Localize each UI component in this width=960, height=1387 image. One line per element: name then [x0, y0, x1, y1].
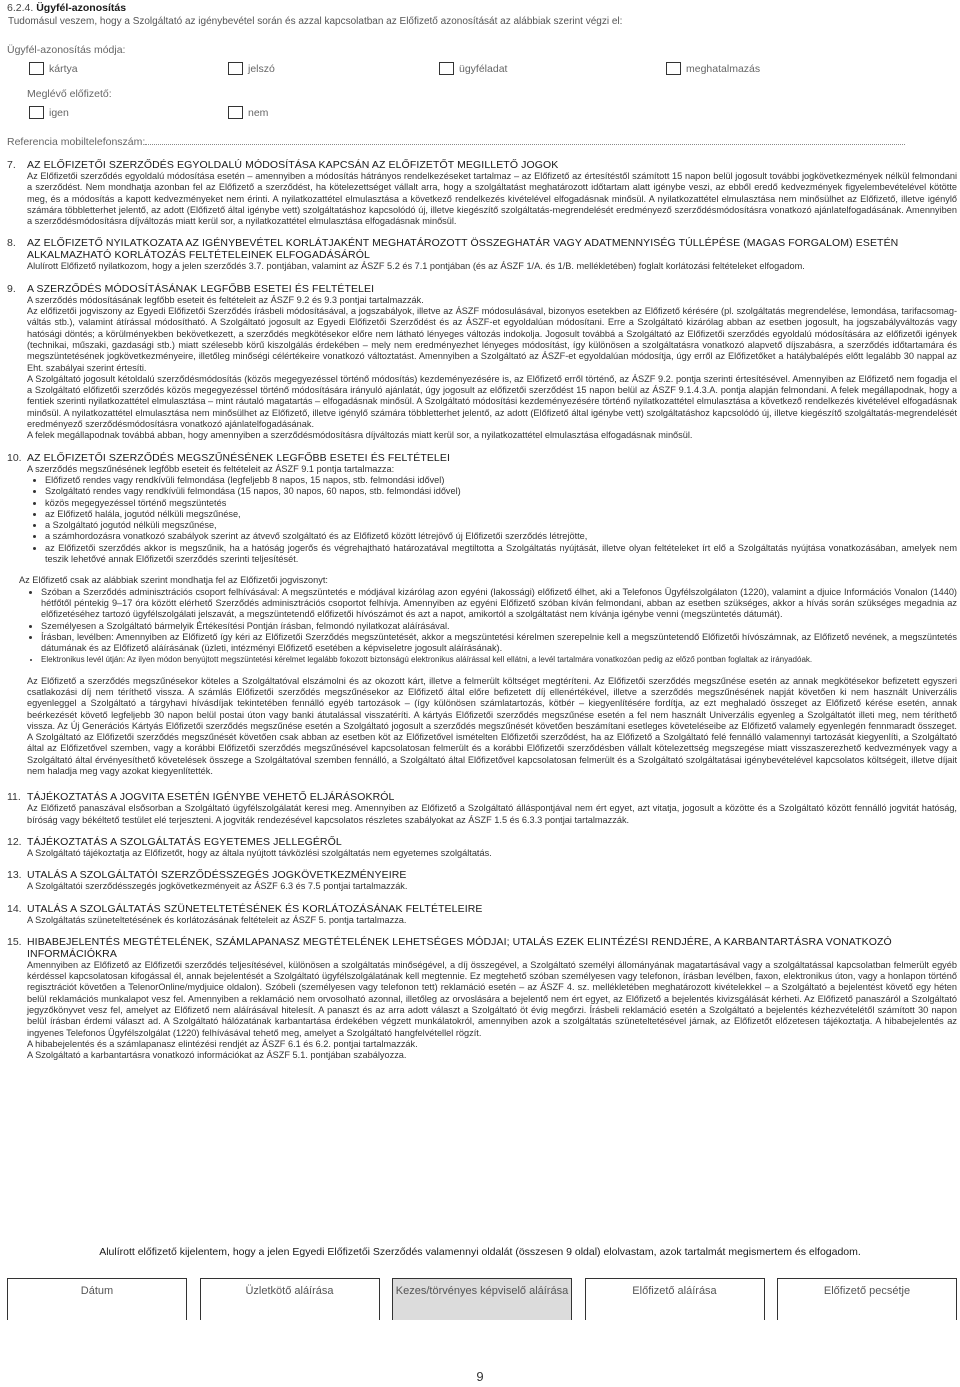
list-item: • Szóban a Szerződés adminisztrációs csoport felhívásával: A megszüntetés e módjával kizárólag azon egyéni (lakossági) előfizető élhet, aki a Telefonos Ügyfélszolgálaton (1220), valamint a djuice Információs Vonalon (1440) hétfőtől péntekig 9–17 óra között elérhető Szerződés adminisztrációs csoportot felhívja. Amennyiben az egyéni Előfizető szóban kíván felmondani, abban az esetben szükséges, akkor a hívás során szükséges megadnia az előfizetéséhez tartozó ügyfélszolgálati jelszavát, a megszüntetendő előfizetői hívószámot és azt a napot, amikortól a szolgáltatást nem kívánja igénybe venni (megszüntetés dátumát). [41, 587, 957, 621]
section-number: 10. [7, 451, 22, 464]
option-customer-data[interactable]: ügyféladat [439, 62, 507, 75]
section-paragraph: Az Előfizetői szerződés egyoldalú módosítása esetén – amennyiben a módosítás hátrányos rendelkezéseket tartalmaz – az Előfizető az értesítéstől számított 15 napon belül jogosult további jogkövetkezmények nélkül felmondani a szerződést. Nem mondhatja azonban fel az Előfizető a szerződést, ha kötelezettséget vállalt arra, hogy a szolgáltatást meghatározott időtartam alatt igénybe veszi, az ebből eredő kedvezmények figyelembevételével kötötte meg, és a módosítás a kapott kedvezményeket nem érinti. A nyilatkozattétel elmulasztása a következő rendelkezés kivételével elfogadásnak minősül. A nyilatkozattétel elmulasztása nem minősülhet az Előfizető, illetve igénylő számára többletterhet jelentő, az adott (Előfizető által igénybe vett) szolgáltatáshoz kapcsolódó új, illetve kiegészítő szolgáltatás-megrendelését eredményező szerződésmódosításra vonatkozó ajánlatelfogadásának. Amennyiben a szerződésmódosításra díjváltozás miatt kerül sor, a nyilatkozattétel elmulasztása elfogadásnak minősül. [27, 171, 957, 227]
bullet-list [7, 587, 957, 666]
signature-box-guarantor[interactable]: Kezes/törvényes képviselő aláírása [392, 1278, 572, 1320]
bullet-list [27, 475, 957, 565]
section-title: TÁJÉKOZTATÁS A SZOLGÁLTATÁS EGYETEMES JELLEGÉRŐL [27, 835, 342, 848]
termination-methods [7, 575, 957, 665]
checkbox[interactable] [228, 106, 243, 119]
settlement-paragraph: Az Előfizető a szerződés megszűnésekor köteles a Szolgáltatóval elszámolni és az okozott kárt, illetve a felmerült költséget megtéríteni. Az Előfizetői szerződés megszűnése esetén az annak megkötésekor befizetett egyszeri csatlakozási díj nem téríthető vissza. A számlás Előfizetői szerződés megszűnésekor az Előfizető által előre befizetett díj ellenértékével, illetve a szerződés megszűnésének napját követően ki nem használt Univerzális egyenleggel a Szolgáltató a tárgyhavi hívásdíjak tekintetében fennálló egyéb tartozások – (így különösen számlatartozás, kötbér – kiegyenlítésére fordítja, az ezt meghaladó összeget az Előfizető kérése esetén, annak beérkezését követő legfeljebb 30 napon belül postai úton vagy banki átutalással visszatéríti. A kártyás Előfizetői szerződés megszűnése esetén a fel nem használt Univerzális egyenleg a Szolgáltatót illeti meg, nem téríthető vissza. Az Új Generációs Kártyás Előfizetői szerződés megszűnése esetén a Szolgáltató jogosult a szerződés megszűnését követően beszámítani esetleges követeléseibe az Előfizető valamely egyenlegén fennmaradt összeget. A Szolgáltató az Előfizetői szerződés megszűnését követően csak abban az esetben köt az Előfizetővel ismételten Előfizetői szerződést, ha az Előfizető a Szolgáltató felé fennálló valamennyi tartozását kiegyenlíti, a Szolgáltató által az Előfizetővel szemben, vagy a korábbi Előfizetői szerződés megszűnésével kapcsolatosan felmerült és a korábbi Előfizetői szerződésben vállalt kötelezettség megszegése miatt visszaszerezhető kedvezmények vagy a Szolgáltató által érvényesíthető követelések összege a Szolgáltatóval szemben fennálló, a Szolgáltató által Előfizetővel kapcsolatosan felmerült és a Szolgáltató szolgáltatásai igénybevételével kapcsolatos költségeit, illetve díjait nem haladja meg vagy azokat kiegyenlítették. [27, 675, 957, 777]
existing-subscriber-label: Meglévő előfizető: [27, 88, 112, 100]
list-item: • Személyesen a Szolgáltató bármelyik Értékesítési Pontján írásban, felmondó nyilatkozat aláírásával. [41, 621, 957, 632]
list-item: • az Előfizetői szerződés akkor is megszűnik, ha a hatóság jogerős és végrehajtható határozatával megtiltotta a Szolgáltatás nyújtását, illetve olyan feltételeket írt elő a Szolgáltatás nyújtása vonatkozásában, amelyek nem teszik lehetővé annak Előfizetői szerződés szerinti teljesítését. [45, 543, 957, 566]
signature-box-stamp[interactable]: Előfizető pecsétje [777, 1278, 957, 1320]
section-number: 15. [7, 935, 22, 948]
identification-label: Ügyfél-azonosítás módja: [7, 44, 126, 56]
numbered-section [7, 237, 957, 272]
numbered-section [7, 869, 957, 892]
section-paragraph: A szerződés módosításának legfőbb eseteit és feltételeit az ÁSZF 9.2 és 9.3 pontjai tartalmazzák. [27, 294, 424, 305]
section-number: 11. [7, 791, 21, 804]
section-title: AZ ELŐFIZETŐ NYILATKOZATA AZ IGÉNYBEVÉTEL KORLÁTJAKÉNT MEGHATÁROZOTT ÖSSZEGHATÁR VAGY ADATMENNYISÉG TÚLLÉPÉSE (MAGAS FORGALOM) ESETÉN ALKALMAZHATÓ KORLÁTOZÁS FELTÉTELEINEK ELFOGADÁSÁRÓL [27, 237, 899, 262]
option-authorization[interactable]: meghatalmazás [666, 62, 760, 75]
option-password[interactable]: jelszó [228, 62, 275, 75]
section-content [27, 903, 957, 926]
section-number: 7. [7, 159, 16, 171]
section-paragraph: A szerződés megszűnésének legfőbb eseteit és feltételeit az ÁSZF 9.1 pontja tartalmazza: [27, 463, 395, 474]
list-item: • Elektronikus levél útján: Az ilyen módon benyújtott megszüntetési kérelmet legalább fokozott biztonságú elektronikus aláírással kell ellátni, a levél tartalmára vonatkozóan pedig az előző pontban foglaltak az irányadóak. [41, 654, 957, 665]
numbered-section [7, 791, 957, 826]
section-title: A SZERZŐDÉS MÓDOSÍTÁSÁNAK LEGFŐBB ESETEI ÉS FELTÉTELEI [27, 282, 375, 295]
section-paragraph: A hibabejelentés és a számlapanasz elintézési rendjét az ÁSZF 6.1 és 6.2. pontjai tartalmazzák. [27, 1038, 418, 1049]
section-title: TÁJÉKOZTATÁS A JOGVITA ESETÉN IGÉNYBE VEHETŐ ELJÁRÁSOKRÓL [27, 791, 395, 804]
section-number: 14. [7, 902, 22, 915]
section-content [27, 159, 957, 227]
checkbox[interactable] [666, 62, 681, 75]
section-content [27, 936, 957, 1062]
option-yes[interactable]: igen [29, 106, 69, 119]
sections-list [7, 159, 957, 1072]
section-paragraph: A Szolgáltatás szüneteltetésének és korlátozásának feltételeit az ÁSZF 5. pontja tartalmazza. [27, 914, 407, 925]
checkbox[interactable] [228, 62, 243, 75]
section-number: 6.2.4. [7, 2, 34, 14]
section-content [27, 869, 957, 892]
termination-label: Az Előfizető csak az alábbiak szerint mondhatja fel az Előfizetői jogviszonyt: [19, 575, 328, 586]
list-item: • a Szolgáltató jogutód nélküli megszűnése, [45, 520, 957, 531]
signature-box-date[interactable]: Dátum [7, 1278, 187, 1320]
document-page [7, 2, 957, 1297]
signature-row [7, 1278, 957, 1320]
list-item: • Írásban, levélben: Amennyiben az Előfizető így kéri az Előfizetői Szerződés megszüntetését, akkor a megszüntetési kérelmen szerepelnie kell a megszüntetendő Előfizetői hívószámnak, az Előfizető nevének, a megszüntetés dátumának és az Előfizető aláírásának (üzleti, intézményi Előfizető esetében a képviseletre jogosult aláírásának). [41, 632, 957, 655]
section-title: AZ ELŐFIZETŐI SZERZŐDÉS MEGSZŰNÉSÉNEK LEGFŐBB ESETEI ÉS FELTÉTELEI [27, 451, 450, 464]
section-content [27, 283, 957, 442]
section-title: UTALÁS A SZOLGÁLTATÓI SZERZŐDÉSSZEGÉS JOGKÖVETKEZMÉNYEIRE [27, 869, 407, 882]
section-title: HIBABEJELENTÉS MEGTÉTELÉNEK, SZÁMLAPANASZ MEGTÉTELÉNEK LEHETSÉGES MÓDJAI; UTALÁS EZEK ELINTÉZÉSI RENDJÉRE, A KARBANTARTÁSRA VONATKOZÓ INFORMÁCIÓKRA [27, 935, 892, 960]
section-heading [7, 2, 957, 15]
signature-box-subscriber[interactable]: Előfizető aláírása [585, 1278, 765, 1320]
numbered-section [7, 836, 957, 859]
section-paragraph: Az Előfizető panaszával elsősorban a Szolgáltató ügyfélszolgálatát keresi meg. Amennyiben az Előfizető a Szolgáltató álláspontjával nem ért egyet, azt vitatja, jogosult a közötte és a Szolgáltató között fennálló jogvitát hatóság, bíróság vagy békéltető testület elé terjeszteni. A jogviták rendezésével kapcsolatos részletes szabályokat az ÁSZF 1.5 és 6.3.3 pontjai tartalmazzák. [27, 803, 957, 825]
list-item: • az Előfizető halála, jogutód nélküli megszűnése, [45, 509, 957, 520]
checkbox[interactable] [29, 62, 44, 75]
section-paragraph: A Szolgáltató jogosult kétoldalú szerződésmódosítás (közös megegyezéssel történő módosítás) kezdeményezésére is, az Előfizető erről történő, az ÁSZF 9.2. pontja szerinti értesítésével. Amennyiben az Előfizető nem fogadja el a Szolgáltató előfizetői szerződés közös megegyezéssel történő módosítására irányuló ajánlatát, úgy jogosult az előfizetői szerződést 15 napon belül az ÁSZF 9.1.4.3.A. pontja alapján felmondani. A felek megállapodnak, hogy a fentiek szerinti nyilatkozattétel elmulasztása – mint ráutaló magatartás – elfogadásnak minősül. A Szolgáltató módosítási kezdeményezésére történő nyilatkozattétel elmulasztása a következő rendelkezés kivételével elfogadásnak minősül. A nyilatkozattétel elmulasztása nem minősülhet az Előfizető, illetve igénylő számára többletterhet jelentő, az adott (Előfizető által igénybe vett) szolgáltatáshoz kapcsolódó új, illetve kiegészítő szolgáltatás-megrendelését eredményező szerződésmódosításra vonatkozó ajánlatelfogadásának. [27, 373, 957, 430]
reference-phone-field[interactable]: Referencia mobiltelefonszám: [7, 136, 957, 148]
section-paragraph: A Szolgáltatói szerződésszegés jogkövetkezményeit az ÁSZF 6.3 és 7.5 pontjai tartalmazzák. [27, 881, 408, 892]
section-title: AZ ELŐFIZETŐI SZERZŐDÉS EGYOLDALÚ MÓDOSÍTÁSA KAPCSÁN AZ ELŐFIZETŐT MEGILLETŐ JOGOK [27, 159, 559, 171]
list-item: • a számhordozásra vonatkozó szabályok szerint az átvevő szolgáltató és az Előfizető között létrejövő új Előfizetői szerződés létrejötte, [45, 531, 957, 542]
checkbox[interactable] [29, 106, 44, 119]
fill-in-line [145, 144, 905, 145]
declaration-text: Alulírott előfizető kijelentem, hogy a jelen Egyedi Előfizetői Szerződés valamennyi oldalát (összesen 9 oldal) elolvastam, azok tartalmát megismertem és elfogadom. [99, 1246, 861, 1258]
section-content [27, 237, 957, 272]
numbered-section [7, 903, 957, 926]
list-item: • közös megegyezéssel történő megszüntetés [45, 498, 957, 509]
section-paragraph: A Szolgáltató a karbantartásra vonatkozó információkat az ÁSZF 5.1. pontjában szabályozza. [27, 1050, 407, 1061]
section-title: Ügyfél-azonosítás [36, 2, 127, 14]
option-card[interactable]: kártya [29, 62, 78, 75]
numbered-section [7, 452, 957, 566]
checkbox[interactable] [439, 62, 454, 75]
numbered-section [7, 283, 957, 442]
section-content [27, 791, 957, 826]
intro-text: Tudomásul veszem, hogy a Szolgáltató az igénybevétel során és azzal kapcsolatban az Előfizető azonosítását az alábbiak szerint végzi el: [8, 16, 623, 27]
section-number: 9. [7, 282, 16, 295]
section-paragraph: Az előfizetői jogviszony az Egyedi Előfizetői Szerződés írásbeli módosításával, a jogszabályok, illetve az ÁSZF módosulásával, bizonyos esetekben az Előfizető kérésére (pl. szolgáltatás megrendelése, lemondása, tarifacsomag-váltás stb.), valamint átírással módosítható. A Szolgáltató jogosult az Egyedi Előfizetői Szerződést és az ÁSZF-et egyoldalúan módosítani. Erre a Szolgáltató kizárólag abban az esetben jogosult, ha jogszabályváltozás vagy hatósági döntés; a körülményekben bekövetkezett, a szerződés megkötésekor előre nem látható lényeges változás indokolja. Jogosult továbbá a Szolgáltató az Előfizetői szerződés egyoldalú módosítására az előfizetői igények (technikai, műszaki, gazdasági stb.) miatt szélesebb körű kiszolgálás érdekében – mely nem eredményezhet lényeges módosítást, így különösen a szolgáltatásra vonatkozó alapvető díjszabásra, a szerződés időtartamára és megszüntetésének jogkövetkezményeire, illetőleg minőségi célértékeire vonatkozó változtatást. Amennyiben a Szolgáltató az ÁSZF-et egyoldalúan módosítja, úgy erről az Előfizetőket a hatálybalépés előtt legalább 30 nappal az Eht. szabályai szerint értesíti. [27, 306, 957, 373]
option-no[interactable]: nem [228, 106, 268, 119]
numbered-section [7, 159, 957, 227]
section-paragraph: A Szolgáltató tájékoztatja az Előfizetőt, hogy az általa nyújtott távközlési szolgáltatás nem egyetemes szolgáltatás. [27, 847, 492, 858]
section-paragraph: Alulírott Előfizető nyilatkozom, hogy a jelen szerződés 3.7. pontjában, valamint az ÁSZF 5.2 és 7.1 pontjában (és az ÁSZF 1/A. és 1/B. mellékletében) foglalt korlátozási feltételeket elfogadom. [27, 261, 805, 272]
section-number: 8. [7, 237, 16, 250]
section-number: 13. [7, 869, 22, 882]
page-number: 9 [476, 1369, 484, 1384]
list-item: • Előfizető rendes vagy rendkívüli felmondása (legfeljebb 8 napos, 15 napos, stb. felmondási idővel) [45, 475, 957, 486]
section-paragraph: Amennyiben az Előfizető az Előfizetői szerződés teljesítésével, különösen a szolgáltatás minőségével, a díj összegével, a Szolgáltató személyi állományának magatartásával vagy a szolgáltatással kapcsolatban felmerült egyéb kérdéssel kapcsolatosan kifogással él, annak bejelentését a Szolgáltató ügyfélszolgálatának kell megtennie. Ez megtehető szóban személyesen vagy telefonon, írásban levélben, faxon, elektronikus úton, vagy a honlapon történő regisztrációt követően a TelenorOnline/mydjuice oldalon). Szóbeli (személyesen vagy telefonon tett) reklamáció esetén – az ÁSZF 4. sz. mellékletében meghatározott kivételekkel – a Szolgáltató a bejelentést követő egy héten belül reklamációs munkalapot vesz fel. Amennyiben a reklamáció nem orvosolható azonnal, illetőleg az orvoslására a bejelentő nem ért egyet, az Előfizető a bejelentés kivizsgálását kérheti. Az Előfizető panaszáról a Szolgáltató jegyzőkönyvet vesz fel, amelyet az Előfizető nem aláírásával hitelesít. A panaszt és az arra adott választ a Szolgáltató öt évig megőrzi. Írásbeli reklamáció esetén a Szolgáltató a bejelentés kézhezvételétől számított 30 napon belül írásban érdemi választ ad. A Szolgáltató hálózatának karbantartása érdekében végzett munkálatokról, amennyiben azok a szolgáltatás szüneteltetésével járnak, az Előfizetőt előzetesen tájékoztatja. A hibabejelentés az ingyenes Telefonos Ügyfélszolgálat (1220) felhívásával tehető meg, amelyet a Szolgáltató hangfelvétellel rögzít. [27, 959, 957, 1038]
list-item: • Szolgáltató rendes vagy rendkívüli felmondása (15 napos, 30 napos, 60 napos, stb. felmondási idővel) [45, 486, 957, 497]
section-number: 12. [7, 835, 22, 848]
section-content [27, 452, 957, 566]
section-paragraph: A felek megállapodnak továbbá abban, hogy amennyiben a szerződésmódosításra díjváltozás miatt kerül sor, a nyilatkozattétel elmulasztása elfogadásnak minősül. [27, 430, 693, 441]
numbered-section [7, 936, 957, 1062]
section-title: UTALÁS A SZOLGÁLTATÁS SZÜNETELTETÉSÉNEK ÉS KORLÁTOZÁSÁNAK FELTÉTELEIRE [27, 902, 483, 915]
signature-box-agent[interactable]: Üzletkötő aláírása [200, 1278, 380, 1320]
section-content [27, 836, 957, 859]
